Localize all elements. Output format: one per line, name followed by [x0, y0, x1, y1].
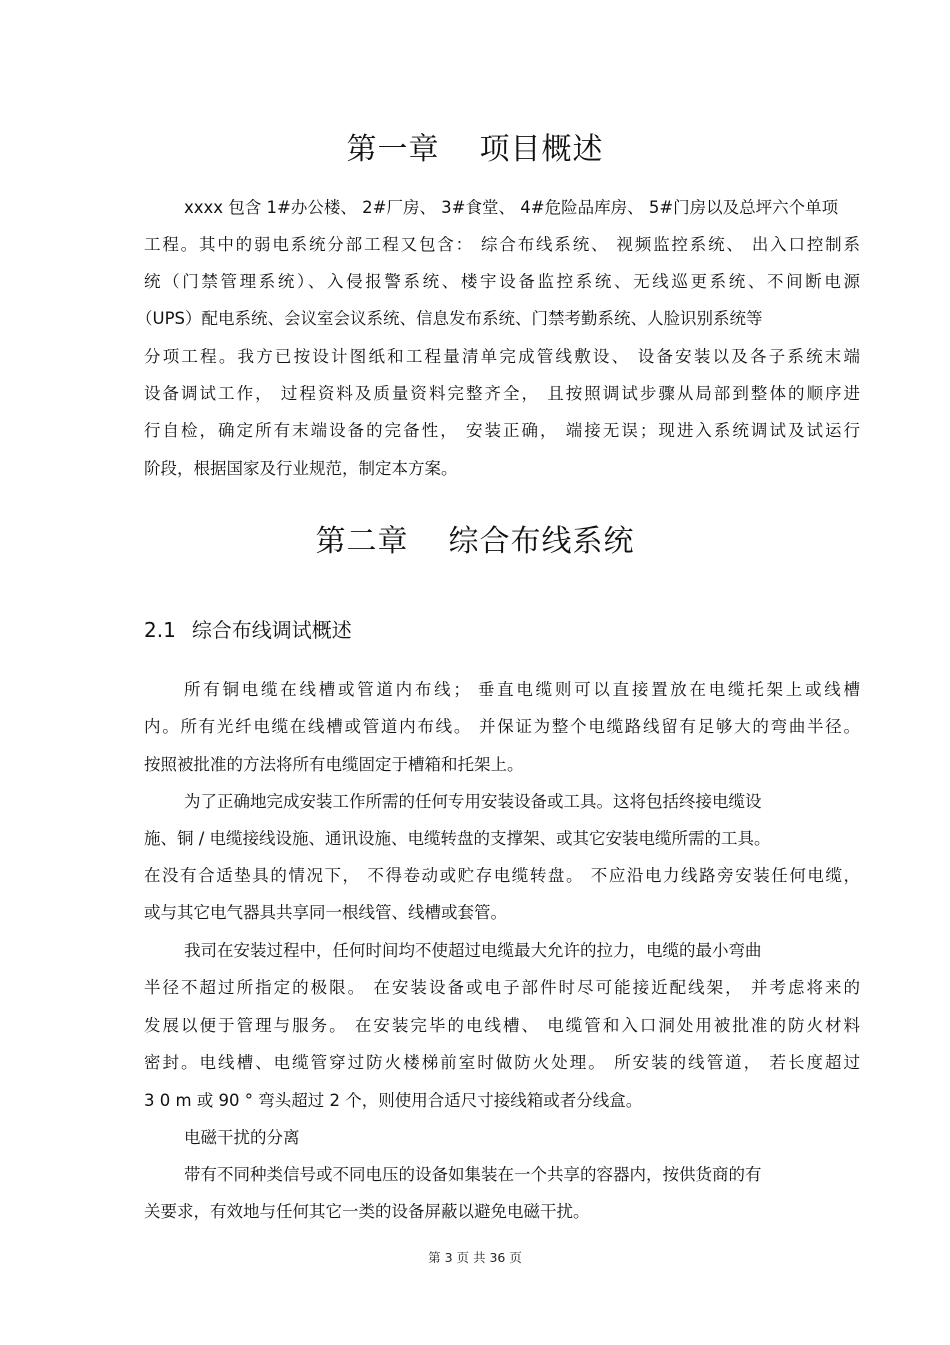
chapter-1-line-4: （UPS）配电系统、会议室会议系统、信息发布系统、门禁考勤系统、人脸识别系统等	[136, 309, 763, 328]
chapter-2-title: 综合布线系统	[448, 524, 635, 559]
chapter-1-line-6: 设备调试工作， 过程资料及质量资料完整齐全， 且按照调试步骤从局部到整体的顺序进	[144, 384, 860, 403]
section-2-1-title: 综合布线调试概述	[191, 618, 352, 642]
section-line-3: 按照被批准的方法将所有电缆固定于槽箱和托架上。	[144, 755, 524, 774]
section-line-2: 内。所有光纤电缆在线槽或管道内布线。 并保证为整个电缆路线留有足够大的弯曲半径。	[144, 717, 860, 736]
section-line-6: 在没有合适垫具的情况下， 不得卷动或贮存电缆转盘。 不应沿电力线路旁安装任何电缆，	[144, 866, 860, 885]
section-line-12: 3 0 m 或 90 ° 弯头超过 2 个，则使用合适尺寸接线箱或者分线盒。	[144, 1091, 643, 1110]
section-line-9: 半径不超过所指定的极限。 在安装设备或电子部件时尽可能接近配线架， 并考虑将来的	[144, 978, 860, 997]
section-2-1-number: 2.1	[144, 618, 176, 642]
section-line-15: 关要求，有效地与任何其它一类的设备屏蔽以避免电磁干扰。	[144, 1202, 590, 1221]
subheading-emi-separation: 电磁干扰的分离	[184, 1128, 300, 1147]
section-line-7: 或与其它电气器具共享同一根线管、线槽或套管。	[144, 903, 507, 922]
section-line-5: 施、铜 / 电缆接线设施、通讯设施、电缆转盘的支撑架、或其它安装电缆所需的工具。	[144, 829, 771, 848]
chapter-1-line-2: 工程。其中的弱电系统分部工程又包含： 综合布线系统、 视频监控系统、 出入口控制系	[144, 235, 860, 254]
chapter-1-title: 项目概述	[479, 132, 604, 167]
chapter-1-line-5: 分项工程。我方已按设计图纸和工程量清单完成管线敷设、 设备安装以及各子系统末端	[144, 347, 860, 366]
chapter-1-number: 第一章	[346, 132, 440, 167]
chapter-1-line-3: 统（门禁管理系统）、入侵报警系统、楼宇设备监控系统、无线巡更系统、不间断电源	[144, 272, 860, 291]
chapter-2-heading	[0, 516, 950, 560]
section-line-11: 密封。电线槽、电缆管穿过防火楼梯前室时做防火处理。 所安装的线管道， 若长度超过	[144, 1053, 860, 1072]
section-line-8: 我司在安装过程中，任何时间均不使超过电缆最大允许的拉力，电缆的最小弯曲	[184, 941, 762, 960]
section-line-14: 带有不同种类信号或不同电压的设备如集装在一个共享的容器内，按供货商的有	[184, 1165, 762, 1184]
chapter-1-heading	[0, 124, 950, 168]
chapter-1-line-7: 行自检，确定所有末端设备的完备性， 安装正确， 端接无误；现进入系统调试及试运行	[144, 421, 860, 440]
chapter-1-line-8: 阶段，根据国家及行业规范，制定本方案。	[144, 459, 458, 478]
section-line-1: 所有铜电缆在线槽或管道内布线； 垂直电缆则可以直接置放在电缆托架上或线槽	[184, 680, 860, 699]
chapter-1-line-1: xxxx 包含 1#办公楼、 2#厂房、 3#食堂、 4#危险品库房、 5#门房以及总坪六个单项	[184, 198, 839, 217]
page-footer: 第 3 页 共 36 页	[428, 1250, 522, 1265]
section-line-10: 发展以便于管理与服务。 在安装完毕的电线槽、 电缆管和入口洞处用被批准的防火材料	[144, 1016, 860, 1035]
chapter-2-number: 第二章	[315, 524, 409, 559]
section-line-4: 为了正确地完成安装工作所需的任何专用安装设备或工具。这将包括终接电缆设	[184, 792, 762, 811]
section-2-1-heading	[144, 614, 352, 643]
